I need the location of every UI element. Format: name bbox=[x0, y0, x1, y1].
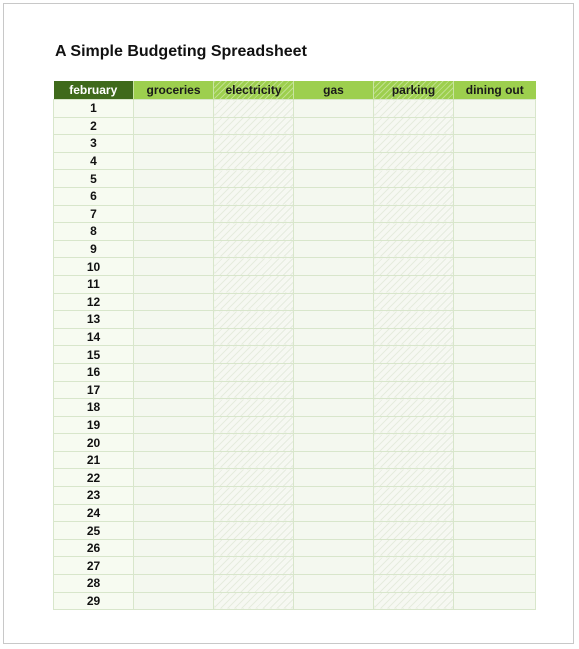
cell-groceries[interactable] bbox=[134, 152, 214, 170]
row-day-cell: 6 bbox=[54, 187, 134, 205]
cell-gas[interactable] bbox=[294, 152, 374, 170]
cell-electricity[interactable] bbox=[214, 451, 294, 469]
cell-dining-out[interactable] bbox=[454, 187, 536, 205]
cell-gas[interactable] bbox=[294, 557, 374, 575]
row-day-cell: 28 bbox=[54, 575, 134, 593]
cell-electricity[interactable] bbox=[214, 434, 294, 452]
cell-parking[interactable] bbox=[374, 117, 454, 135]
cell-electricity[interactable] bbox=[214, 100, 294, 118]
cell-groceries[interactable] bbox=[134, 240, 214, 258]
table-row bbox=[54, 557, 536, 575]
row-day-cell: 9 bbox=[54, 240, 134, 258]
cell-dining-out[interactable] bbox=[454, 363, 536, 381]
cell-gas[interactable] bbox=[294, 487, 374, 505]
cell-dining-out[interactable] bbox=[454, 275, 536, 293]
table-row bbox=[54, 522, 536, 540]
cell-groceries[interactable] bbox=[134, 346, 214, 364]
row-day-cell: 7 bbox=[54, 205, 134, 223]
cell-electricity[interactable] bbox=[214, 399, 294, 417]
header-gas: gas bbox=[294, 81, 374, 100]
document-title: A Simple Budgeting Spreadsheet bbox=[55, 43, 307, 60]
row-day-cell: 24 bbox=[54, 504, 134, 522]
cell-dining-out[interactable] bbox=[454, 223, 536, 241]
cell-parking[interactable] bbox=[374, 135, 454, 153]
cell-gas[interactable] bbox=[294, 504, 374, 522]
cell-parking[interactable] bbox=[374, 152, 454, 170]
row-day-cell: 3 bbox=[54, 135, 134, 153]
row-day-cell: 13 bbox=[54, 311, 134, 329]
cell-parking[interactable] bbox=[374, 575, 454, 593]
table-row bbox=[54, 100, 536, 118]
cell-parking[interactable] bbox=[374, 363, 454, 381]
row-day-cell: 22 bbox=[54, 469, 134, 487]
cell-dining-out[interactable] bbox=[454, 240, 536, 258]
cell-dining-out[interactable] bbox=[454, 205, 536, 223]
cell-parking[interactable] bbox=[374, 293, 454, 311]
cell-dining-out[interactable] bbox=[454, 504, 536, 522]
cell-dining-out[interactable] bbox=[454, 592, 536, 610]
table-row bbox=[54, 346, 536, 364]
header-month: february bbox=[54, 81, 134, 100]
cell-groceries[interactable] bbox=[134, 592, 214, 610]
cell-groceries[interactable] bbox=[134, 117, 214, 135]
cell-electricity[interactable] bbox=[214, 487, 294, 505]
table-row bbox=[54, 469, 536, 487]
cell-gas[interactable] bbox=[294, 258, 374, 276]
header-dining-out: dining out bbox=[454, 81, 536, 100]
cell-dining-out[interactable] bbox=[454, 416, 536, 434]
cell-parking[interactable] bbox=[374, 504, 454, 522]
header-electricity: electricity bbox=[214, 81, 294, 100]
cell-parking[interactable] bbox=[374, 381, 454, 399]
cell-groceries[interactable] bbox=[134, 363, 214, 381]
row-day-cell: 5 bbox=[54, 170, 134, 188]
cell-dining-out[interactable] bbox=[454, 117, 536, 135]
row-day-cell: 17 bbox=[54, 381, 134, 399]
cell-gas[interactable] bbox=[294, 170, 374, 188]
cell-groceries[interactable] bbox=[134, 135, 214, 153]
cell-electricity[interactable] bbox=[214, 522, 294, 540]
cell-dining-out[interactable] bbox=[454, 258, 536, 276]
cell-parking[interactable] bbox=[374, 223, 454, 241]
row-day-cell: 16 bbox=[54, 363, 134, 381]
table-row bbox=[54, 275, 536, 293]
cell-dining-out[interactable] bbox=[454, 170, 536, 188]
cell-electricity[interactable] bbox=[214, 170, 294, 188]
table-row bbox=[54, 399, 536, 417]
table-row bbox=[54, 451, 536, 469]
cell-dining-out[interactable] bbox=[454, 100, 536, 118]
cell-groceries[interactable] bbox=[134, 381, 214, 399]
cell-groceries[interactable] bbox=[134, 504, 214, 522]
cell-gas[interactable] bbox=[294, 223, 374, 241]
table-row bbox=[54, 575, 536, 593]
cell-electricity[interactable] bbox=[214, 293, 294, 311]
cell-groceries[interactable] bbox=[134, 575, 214, 593]
cell-gas[interactable] bbox=[294, 539, 374, 557]
cell-electricity[interactable] bbox=[214, 328, 294, 346]
cell-parking[interactable] bbox=[374, 187, 454, 205]
row-day-cell: 2 bbox=[54, 117, 134, 135]
row-day-cell: 20 bbox=[54, 434, 134, 452]
table-row bbox=[54, 487, 536, 505]
cell-parking[interactable] bbox=[374, 240, 454, 258]
table-row bbox=[54, 592, 536, 610]
cell-groceries[interactable] bbox=[134, 451, 214, 469]
cell-parking[interactable] bbox=[374, 399, 454, 417]
cell-groceries[interactable] bbox=[134, 469, 214, 487]
cell-electricity[interactable] bbox=[214, 223, 294, 241]
row-day-cell: 29 bbox=[54, 592, 134, 610]
cell-gas[interactable] bbox=[294, 416, 374, 434]
table-row bbox=[54, 539, 536, 557]
row-day-cell: 26 bbox=[54, 539, 134, 557]
cell-dining-out[interactable] bbox=[454, 575, 536, 593]
cell-electricity[interactable] bbox=[214, 539, 294, 557]
cell-dining-out[interactable] bbox=[454, 487, 536, 505]
cell-parking[interactable] bbox=[374, 487, 454, 505]
cell-gas[interactable] bbox=[294, 469, 374, 487]
cell-parking[interactable] bbox=[374, 522, 454, 540]
cell-gas[interactable] bbox=[294, 381, 374, 399]
cell-dining-out[interactable] bbox=[454, 399, 536, 417]
table-row bbox=[54, 170, 536, 188]
cell-parking[interactable] bbox=[374, 416, 454, 434]
row-day-cell: 23 bbox=[54, 487, 134, 505]
table-row bbox=[54, 152, 536, 170]
cell-electricity[interactable] bbox=[214, 187, 294, 205]
cell-gas[interactable] bbox=[294, 311, 374, 329]
table-row bbox=[54, 135, 536, 153]
cell-groceries[interactable] bbox=[134, 293, 214, 311]
row-day-cell: 19 bbox=[54, 416, 134, 434]
cell-dining-out[interactable] bbox=[454, 346, 536, 364]
cell-electricity[interactable] bbox=[214, 575, 294, 593]
cell-gas[interactable] bbox=[294, 399, 374, 417]
cell-parking[interactable] bbox=[374, 205, 454, 223]
cell-dining-out[interactable] bbox=[454, 381, 536, 399]
cell-parking[interactable] bbox=[374, 311, 454, 329]
table-row bbox=[54, 416, 536, 434]
cell-parking[interactable] bbox=[374, 557, 454, 575]
budget-table bbox=[53, 81, 536, 610]
table-row bbox=[54, 293, 536, 311]
header-groceries: groceries bbox=[134, 81, 214, 100]
cell-dining-out[interactable] bbox=[454, 135, 536, 153]
cell-gas[interactable] bbox=[294, 328, 374, 346]
table-row bbox=[54, 240, 536, 258]
cell-electricity[interactable] bbox=[214, 557, 294, 575]
cell-gas[interactable] bbox=[294, 135, 374, 153]
header-row bbox=[54, 81, 536, 100]
row-day-cell: 25 bbox=[54, 522, 134, 540]
cell-groceries[interactable] bbox=[134, 416, 214, 434]
cell-electricity[interactable] bbox=[214, 311, 294, 329]
cell-groceries[interactable] bbox=[134, 223, 214, 241]
cell-parking[interactable] bbox=[374, 469, 454, 487]
row-day-cell: 8 bbox=[54, 223, 134, 241]
table-row bbox=[54, 504, 536, 522]
cell-parking[interactable] bbox=[374, 592, 454, 610]
cell-dining-out[interactable] bbox=[454, 451, 536, 469]
row-day-cell: 11 bbox=[54, 275, 134, 293]
cell-dining-out[interactable] bbox=[454, 539, 536, 557]
table-row bbox=[54, 223, 536, 241]
cell-electricity[interactable] bbox=[214, 205, 294, 223]
cell-groceries[interactable] bbox=[134, 275, 214, 293]
cell-parking[interactable] bbox=[374, 346, 454, 364]
table-row bbox=[54, 311, 536, 329]
cell-dining-out[interactable] bbox=[454, 311, 536, 329]
table-row bbox=[54, 434, 536, 452]
cell-gas[interactable] bbox=[294, 187, 374, 205]
cell-groceries[interactable] bbox=[134, 328, 214, 346]
cell-electricity[interactable] bbox=[214, 592, 294, 610]
cell-groceries[interactable] bbox=[134, 539, 214, 557]
cell-gas[interactable] bbox=[294, 117, 374, 135]
row-day-cell: 14 bbox=[54, 328, 134, 346]
cell-parking[interactable] bbox=[374, 434, 454, 452]
cell-groceries[interactable] bbox=[134, 557, 214, 575]
table-row bbox=[54, 258, 536, 276]
row-day-cell: 27 bbox=[54, 557, 134, 575]
cell-gas[interactable] bbox=[294, 363, 374, 381]
row-day-cell: 12 bbox=[54, 293, 134, 311]
table-row bbox=[54, 205, 536, 223]
table-row bbox=[54, 117, 536, 135]
cell-groceries[interactable] bbox=[134, 258, 214, 276]
row-day-cell: 15 bbox=[54, 346, 134, 364]
cell-dining-out[interactable] bbox=[454, 152, 536, 170]
cell-groceries[interactable] bbox=[134, 100, 214, 118]
cell-groceries[interactable] bbox=[134, 522, 214, 540]
cell-parking[interactable] bbox=[374, 100, 454, 118]
table-row bbox=[54, 328, 536, 346]
document-page bbox=[3, 3, 574, 644]
row-day-cell: 1 bbox=[54, 100, 134, 118]
cell-electricity[interactable] bbox=[214, 258, 294, 276]
cell-gas[interactable] bbox=[294, 293, 374, 311]
cell-gas[interactable] bbox=[294, 522, 374, 540]
cell-gas[interactable] bbox=[294, 592, 374, 610]
cell-electricity[interactable] bbox=[214, 469, 294, 487]
table-row bbox=[54, 363, 536, 381]
cell-groceries[interactable] bbox=[134, 205, 214, 223]
cell-dining-out[interactable] bbox=[454, 557, 536, 575]
cell-parking[interactable] bbox=[374, 451, 454, 469]
cell-dining-out[interactable] bbox=[454, 522, 536, 540]
cell-groceries[interactable] bbox=[134, 434, 214, 452]
cell-electricity[interactable] bbox=[214, 504, 294, 522]
cell-parking[interactable] bbox=[374, 170, 454, 188]
row-day-cell: 18 bbox=[54, 399, 134, 417]
cell-electricity[interactable] bbox=[214, 152, 294, 170]
cell-dining-out[interactable] bbox=[454, 434, 536, 452]
cell-parking[interactable] bbox=[374, 275, 454, 293]
cell-electricity[interactable] bbox=[214, 416, 294, 434]
cell-electricity[interactable] bbox=[214, 381, 294, 399]
cell-electricity[interactable] bbox=[214, 346, 294, 364]
header-parking: parking bbox=[374, 81, 454, 100]
cell-electricity[interactable] bbox=[214, 363, 294, 381]
cell-electricity[interactable] bbox=[214, 240, 294, 258]
cell-gas[interactable] bbox=[294, 275, 374, 293]
cell-groceries[interactable] bbox=[134, 187, 214, 205]
cell-gas[interactable] bbox=[294, 240, 374, 258]
cell-electricity[interactable] bbox=[214, 135, 294, 153]
table-row bbox=[54, 187, 536, 205]
cell-gas[interactable] bbox=[294, 434, 374, 452]
cell-gas[interactable] bbox=[294, 346, 374, 364]
cell-parking[interactable] bbox=[374, 258, 454, 276]
cell-electricity[interactable] bbox=[214, 117, 294, 135]
cell-parking[interactable] bbox=[374, 539, 454, 557]
cell-gas[interactable] bbox=[294, 205, 374, 223]
cell-gas[interactable] bbox=[294, 451, 374, 469]
cell-groceries[interactable] bbox=[134, 399, 214, 417]
cell-parking[interactable] bbox=[374, 328, 454, 346]
cell-gas[interactable] bbox=[294, 100, 374, 118]
cell-dining-out[interactable] bbox=[454, 328, 536, 346]
cell-groceries[interactable] bbox=[134, 311, 214, 329]
cell-groceries[interactable] bbox=[134, 487, 214, 505]
cell-dining-out[interactable] bbox=[454, 469, 536, 487]
cell-dining-out[interactable] bbox=[454, 293, 536, 311]
table-body bbox=[54, 100, 536, 610]
row-day-cell: 21 bbox=[54, 451, 134, 469]
cell-gas[interactable] bbox=[294, 575, 374, 593]
cell-groceries[interactable] bbox=[134, 170, 214, 188]
table-row bbox=[54, 381, 536, 399]
row-day-cell: 10 bbox=[54, 258, 134, 276]
cell-electricity[interactable] bbox=[214, 275, 294, 293]
row-day-cell: 4 bbox=[54, 152, 134, 170]
